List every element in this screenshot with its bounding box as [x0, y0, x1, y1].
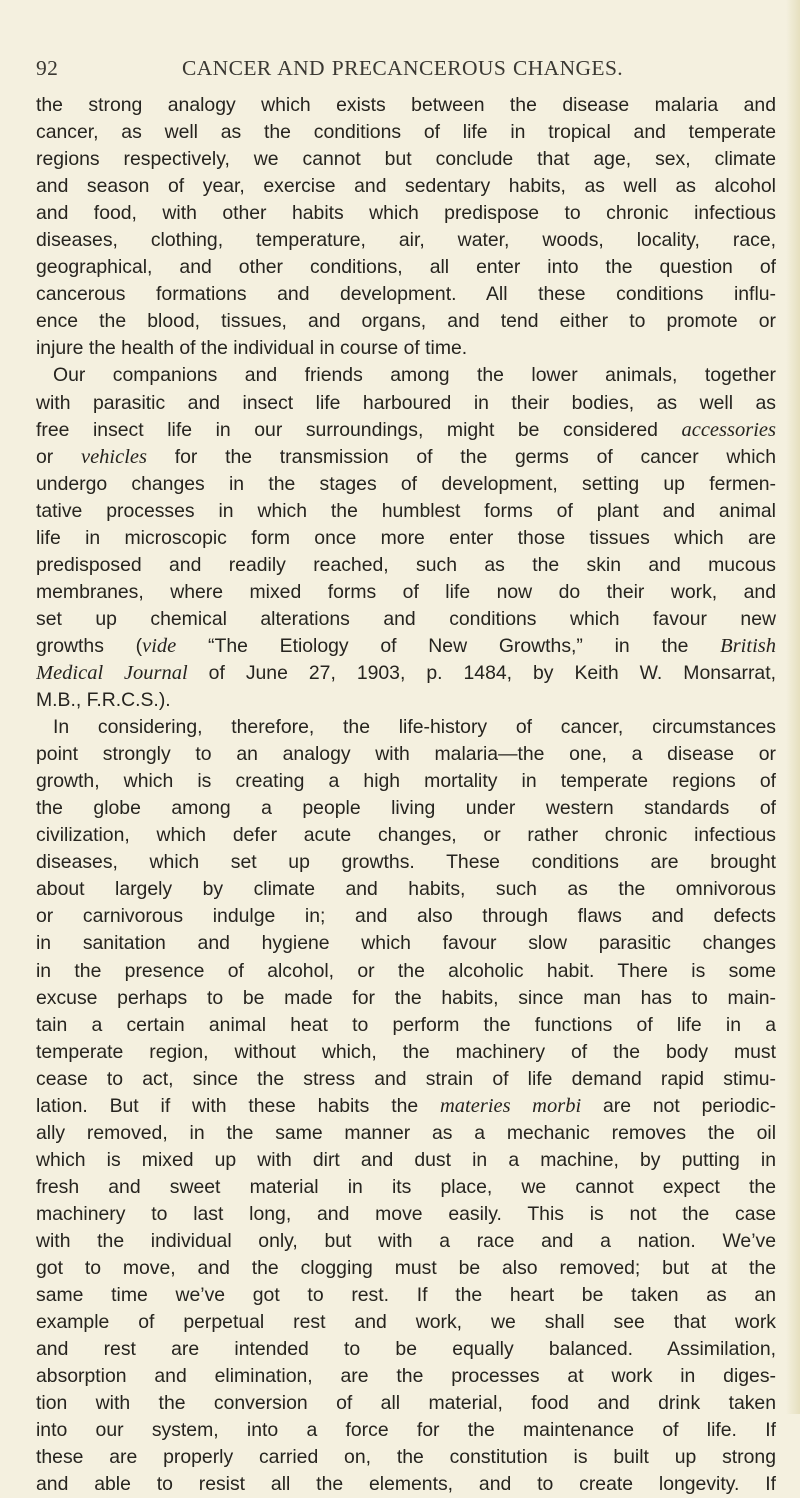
text-run: into our system, into a force for the maintenance of life. If — [36, 1419, 776, 1442]
text-line — [36, 687, 776, 714]
text-line — [36, 308, 776, 335]
text-run: the globe among a people living under western standards of — [36, 797, 776, 820]
text-run: growth, which is creating a high mortality in temperate regions of — [36, 770, 776, 793]
text-line — [36, 498, 776, 525]
text-run: ence the blood, tissues, and organs, and tend either to promote or — [36, 310, 776, 333]
text-line — [36, 335, 776, 362]
text-run: for the transmission of the germs of cancer which — [147, 445, 776, 468]
text-run: with parasitic and insect life harboured in their bodies, as well as — [36, 391, 776, 414]
text-run: fresh and sweet material in its place, we cannot expect the — [36, 1175, 776, 1198]
text-run: example of perpetual rest and work, we shall see that work — [36, 1311, 776, 1334]
text-line — [36, 903, 776, 930]
text-run: or carnivorous indulge in; and also through flaws and defects — [36, 905, 776, 928]
text-run: diseases, clothing, temperature, air, water, woods, locality, race, — [36, 229, 776, 252]
text-line — [36, 525, 776, 552]
text-run: tion with the conversion of all material, food and drink taken — [36, 1392, 776, 1415]
text-line — [36, 1417, 776, 1444]
text-run: point strongly to an analogy with malaria—the one, a disease or — [36, 743, 776, 766]
text-run: these are properly carried on, the constitution is built up strong — [36, 1446, 776, 1469]
text-run: with the individual only, but with a race and a nation. We’ve — [36, 1229, 776, 1252]
text-run: injure the health of the individual in course of time. — [36, 337, 468, 360]
text-run: and rest are intended to be equally balanced. Assimilation, — [36, 1338, 776, 1361]
text-line — [36, 254, 776, 281]
text-line — [36, 1255, 776, 1282]
text-run: in the presence of alcohol, or the alcoholic habit. There is some — [36, 959, 776, 982]
text-line — [36, 1471, 776, 1498]
text-line — [36, 633, 776, 660]
italic-text: accessories — [681, 418, 776, 441]
text-run: tain a certain animal heat to perform the functions of life in a — [36, 1013, 776, 1036]
text-line — [36, 1336, 776, 1363]
text-run: predisposed and readily reached, such as the skin and mucous — [36, 553, 776, 576]
page-number: 92 — [36, 56, 59, 80]
text-line — [36, 741, 776, 768]
text-run: set up chemical alterations and conditions which favour new — [36, 607, 776, 630]
text-run: and season of year, exercise and sedentary habits, as well as alcohol — [36, 175, 776, 198]
text-run: tative processes in which the humblest forms of plant and animal — [36, 499, 776, 522]
text-line — [36, 1282, 776, 1309]
text-run: about largely by climate and habits, such as the omnivorous — [36, 878, 776, 901]
text-run: ally removed, in the same manner as a mechanic removes the oil — [36, 1121, 776, 1144]
text-run: “The Etiology of New Growths,” in the — [176, 634, 721, 657]
text-line — [36, 1147, 776, 1174]
text-run: lation. But if with these habits the — [36, 1094, 440, 1117]
text-run: machinery to last long, and move easily. This is not the case — [36, 1202, 776, 1225]
text-line — [36, 1444, 776, 1471]
text-run: membranes, where mixed forms of life now do their work, and — [36, 580, 776, 603]
text-line — [36, 660, 776, 687]
text-run: are not periodic- — [581, 1094, 776, 1117]
text-line — [36, 92, 776, 119]
text-run: absorption and elimination, are the processes at work in diges- — [36, 1365, 776, 1388]
text-line — [36, 1228, 776, 1255]
text-line — [36, 1390, 776, 1417]
text-line — [36, 795, 776, 822]
text-line — [36, 146, 776, 173]
text-line — [36, 1093, 776, 1120]
text-line — [36, 822, 776, 849]
text-run: excuse perhaps to be made for the habits, since man has to main- — [36, 986, 776, 1009]
text-run: temperate region, without which, the machinery of the body must — [36, 1040, 776, 1063]
text-run: M.B., F.R.C.S.). — [36, 689, 171, 712]
text-line — [36, 579, 776, 606]
text-run: geographical, and other conditions, all enter into the question of — [36, 256, 776, 279]
text-line — [36, 281, 776, 308]
text-run: life in microscopic form once more enter those tissues which are — [36, 526, 776, 549]
text-line — [36, 227, 776, 254]
running-title: CANCER AND PRECANCEROUS CHANGES. — [182, 56, 624, 80]
italic-text: British — [720, 634, 776, 657]
text-line — [36, 200, 776, 227]
italic-text: materies morbi — [440, 1094, 582, 1117]
text-run: the strong analogy which exists between the disease malaria and — [36, 94, 776, 116]
text-run: cease to act, since the stress and strain of life demand rapid stimu- — [36, 1067, 776, 1090]
text-run: in sanitation and hygiene which favour slow parasitic changes — [36, 932, 776, 955]
text-run: Our companions and friends among the lower animals, together — [53, 364, 776, 387]
text-line — [36, 444, 776, 471]
text-line — [36, 768, 776, 795]
text-run: civilization, which defer acute changes, or rather chronic infectious — [36, 824, 776, 847]
text-run: got to move, and the clogging must be also removed; but at the — [36, 1257, 776, 1280]
text-run: and able to resist all the elements, and to create longevity. If — [36, 1473, 776, 1496]
text-line — [36, 119, 776, 146]
text-run: diseases, which set up growths. These conditions are brought — [36, 851, 776, 874]
text-line — [36, 173, 776, 200]
running-head — [36, 56, 776, 86]
text-line — [36, 1363, 776, 1390]
text-line — [36, 1120, 776, 1147]
text-line — [36, 849, 776, 876]
text-line — [36, 1309, 776, 1336]
text-line — [36, 1201, 776, 1228]
text-run: growths ( — [36, 634, 143, 657]
italic-text: vehicles — [80, 445, 147, 468]
text-line — [36, 552, 776, 579]
italic-text: Medical Journal — [36, 661, 188, 684]
text-run: and food, with other habits which predispose to chronic infectious — [36, 202, 776, 225]
text-line — [36, 958, 776, 985]
text-line — [36, 390, 776, 417]
text-run: cancerous formations and development. All these conditions influ- — [36, 283, 776, 306]
text-run: or — [36, 445, 81, 468]
text-line — [36, 1174, 776, 1201]
text-line — [36, 1039, 776, 1066]
italic-text: vide — [142, 634, 177, 657]
text-line — [36, 1012, 776, 1039]
text-run: same time we’ve got to rest. If the heart be taken as an — [36, 1284, 776, 1307]
text-line — [36, 471, 776, 498]
body-text — [36, 92, 776, 1498]
text-run: cancer, as well as the conditions of life in tropical and temperate — [36, 121, 776, 144]
text-run: free insect life in our surroundings, might be considered — [36, 418, 682, 441]
text-line — [36, 417, 776, 444]
text-run: In considering, therefore, the life-history of cancer, circumstances — [53, 716, 776, 739]
text-line — [36, 985, 776, 1012]
text-line — [36, 930, 776, 957]
text-line — [36, 714, 776, 741]
text-line — [36, 1066, 776, 1093]
text-run: of June 27, 1903, p. 1484, by Keith W. Monsarrat, — [187, 661, 776, 684]
text-line — [36, 606, 776, 633]
text-line — [36, 876, 776, 903]
text-line — [36, 362, 776, 389]
text-run: regions respectively, we cannot but conclude that age, sex, climate — [36, 148, 776, 171]
text-run: which is mixed up with dirt and dust in a machine, by putting in — [36, 1148, 776, 1171]
text-run: undergo changes in the stages of development, setting up fermen- — [36, 472, 776, 495]
